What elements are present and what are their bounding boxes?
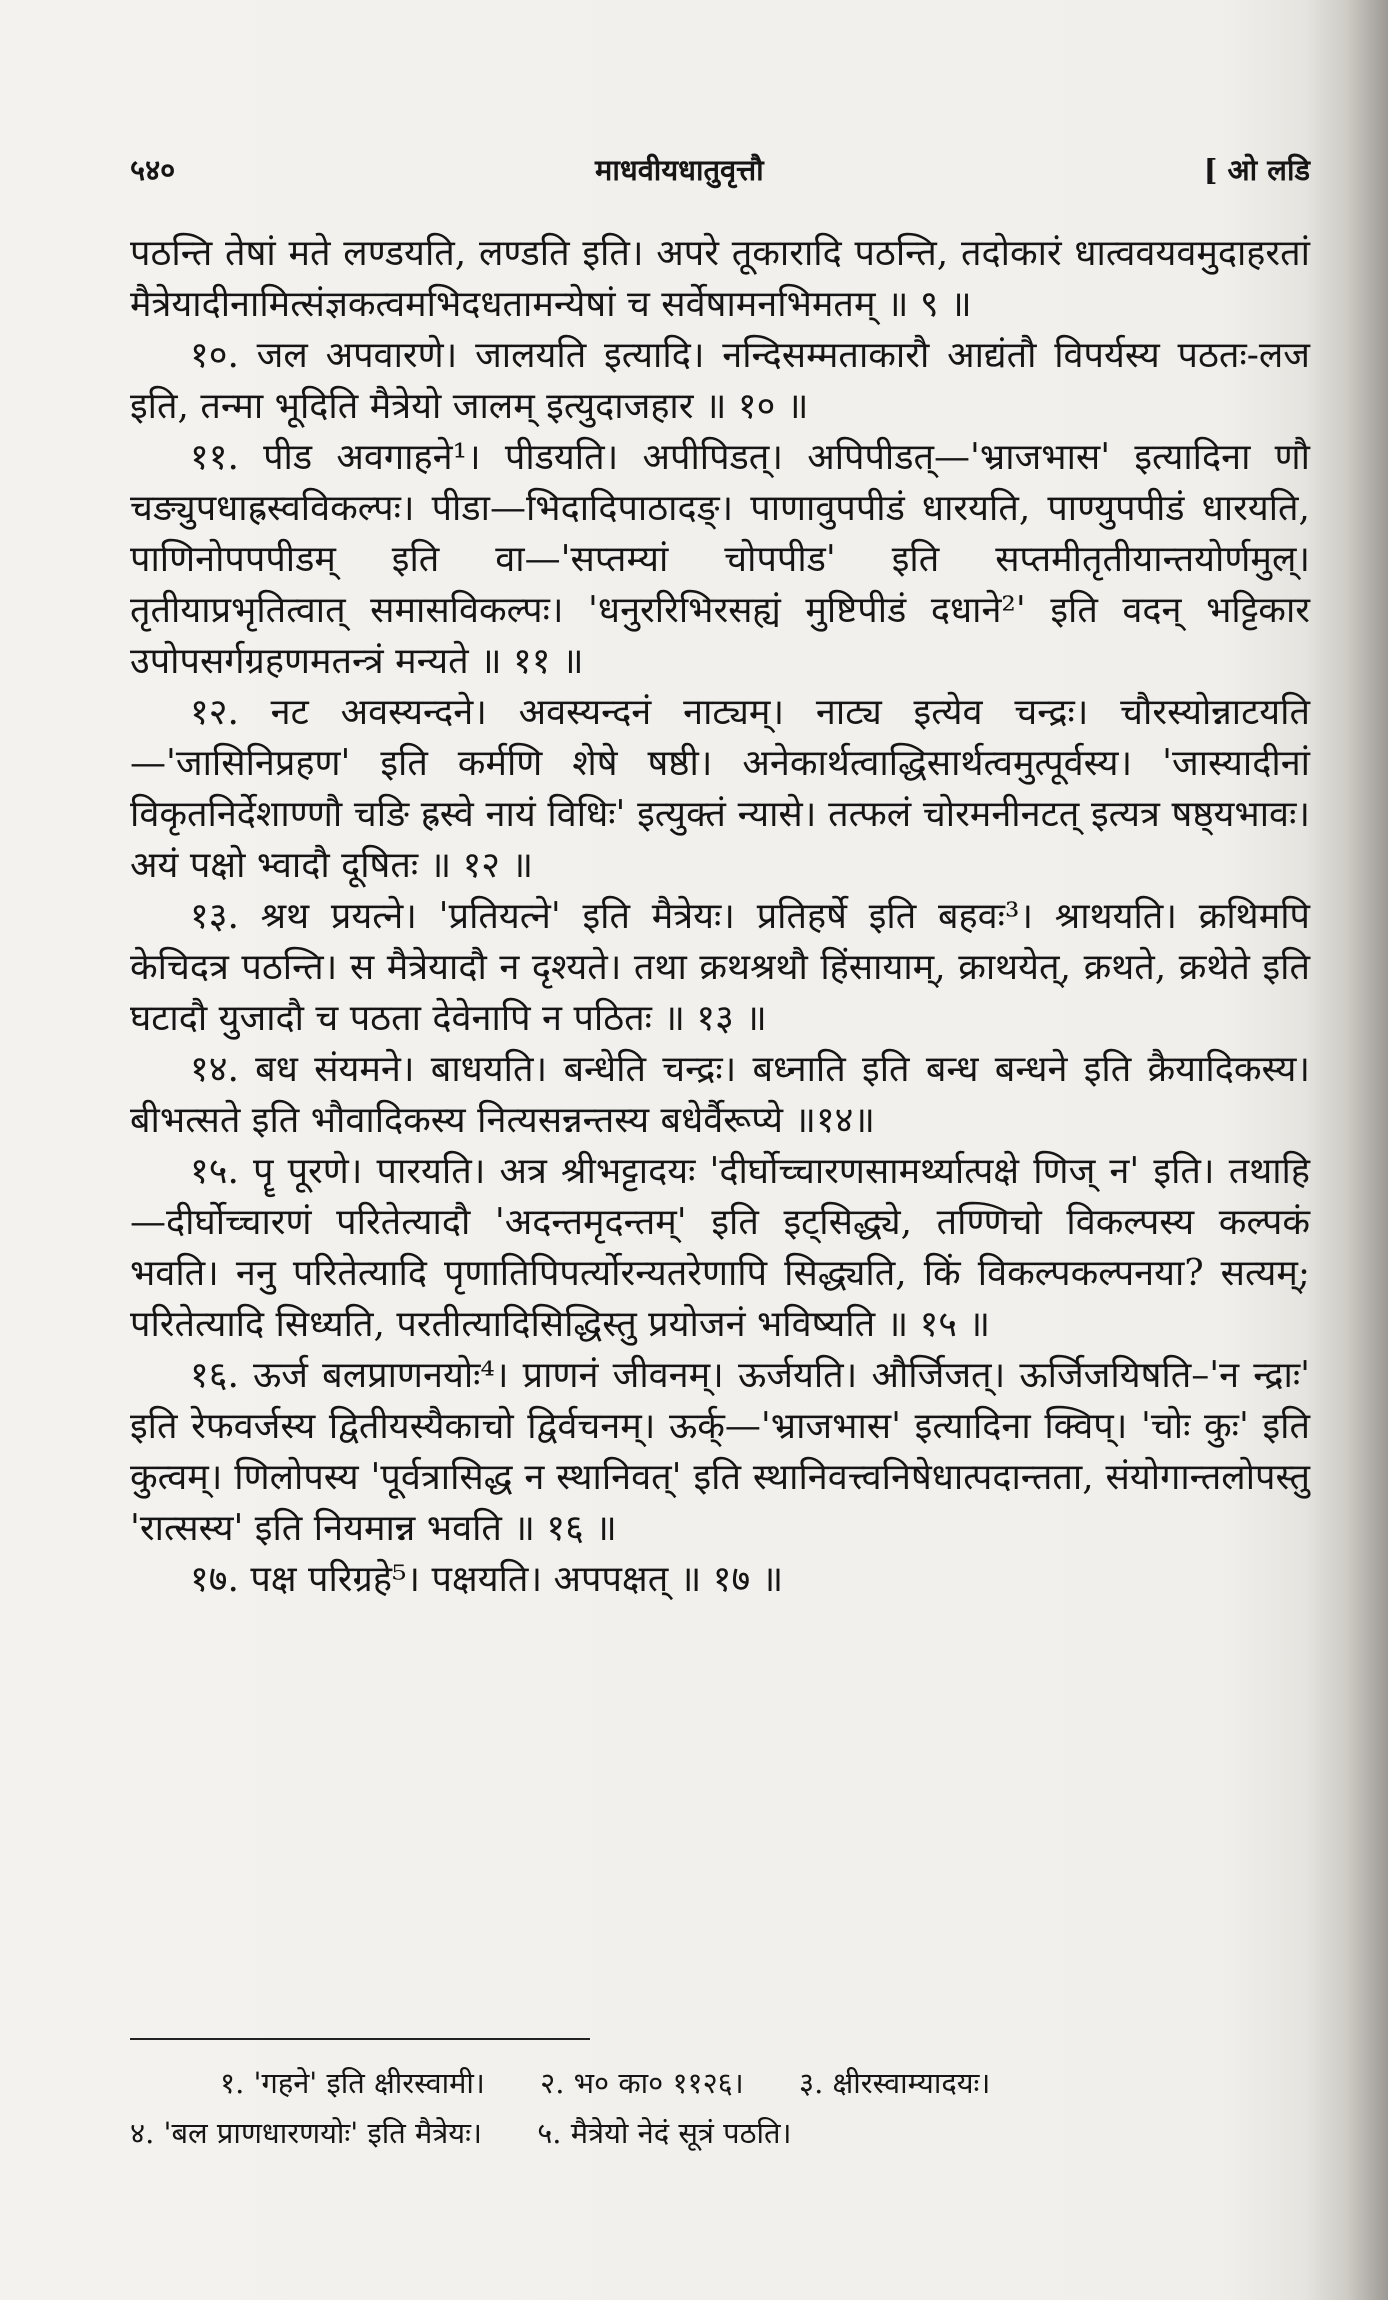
paragraph-continuation: पठन्ति तेषां मते लण्डयति, लण्डति इति। अपरे तूकारादि पठन्ति, तदोकारं धात्ववयवमुदाहरतां मैत्रेयादीनामित्संज्ञकत्वमभिदधतामन्येषां च सर्वेषामनभिमतम् ॥ ९ ॥ [130, 233, 1310, 325]
running-title: माधवीयधातुवृत्तौ [595, 153, 764, 187]
running-header [130, 150, 1310, 200]
footnote-1: १. 'गहने' इति क्षीरस्वामी। [220, 2066, 485, 2100]
footnote-4: ४. 'बल प्राणधारणयोः' इति मैत्रेयः। [130, 2116, 482, 2150]
page-number: ५४० [130, 153, 176, 187]
footnotes [130, 2058, 1310, 2158]
footnote-divider [130, 2038, 590, 2040]
footnote-2: २. भ० का० ११२६। [540, 2066, 744, 2100]
main-text [130, 228, 1310, 1605]
paragraph-11: ११. पीड अवगाहने¹। पीडयति। अपीपिडत्। अपिपीडत्—'भ्राजभास' इत्यादिना णौ चङ्युपधाह्रस्वविकल्पः। पीडा—भिदादिपाठादङ्। पाणावुपपीडं धारयति, पाण्युपपीडं धारयति, पाणिनोपपपीडम् इति वा—'सप्तम्यां चोपपीड' इति सप्तमीतृतीयान्तयोर्णमुल्। तृतीयाप्रभृतित्वात् समासविकल्पः। 'धनुररिभिरसह्यं मुष्टिपीडं दधाने²' इति वदन् भट्टिकार उपोपसर्गग्रहणमतन्त्रं मन्यते ॥ ११ ॥ [130, 437, 1310, 682]
paragraph-16: १६. ऊर्ज बलप्राणनयोः⁴। प्राणनं जीवनम्। ऊर्जयति। और्जिजत्। ऊर्जिजयिषति–'न न्द्राः' इति रेफवर्जस्य द्वितीयस्यैकाचो द्विर्वचनम्। ऊर्क्—'भ्राजभास' इत्यादिना क्विप्। 'चोः कुः' इति कुत्वम्। णिलोपस्य 'पूर्वत्रासिद्ध न स्थानिवत्' इति स्थानिवत्त्वनिषेधात्पदान्तता, संयोगान्तलोपस्तु 'रात्सस्य' इति नियमान्न भवति ॥ १६ ॥ [130, 1355, 1310, 1549]
paragraph-13: १३. श्रथ प्रयत्ने। 'प्रतियत्ने' इति मैत्रेयः। प्रतिहर्षे इति बहवः³। श्राथयति। क्रथिमपि केचिदत्र पठन्ति। स मैत्रेयादौ न दृश्यते। तथा क्रथश्रथौ हिंसायाम्, क्राथयेत्, क्रथते, क्रथेते इति घटादौ युजादौ च पठता देवेनापि न पठितः ॥ १३ ॥ [130, 896, 1310, 1039]
paragraph-15: १५. पॄ पूरणे। पारयति। अत्र श्रीभट्टादयः 'दीर्घोच्चारणसामर्थ्यात्पक्षे णिज् न' इति। तथाहि—दीर्घोच्चारणं परितेत्यादौ 'अदन्तमृदन्तम्' इति इट्सिद्ध्ये, तण्णिचो विकल्पस्य कल्पकं भवति। ननु परितेत्यादि पृणातिपिपर्त्योरन्यतरेणापि सिद्ध्यति, किं विकल्पकल्पनया? सत्यम्; परितेत्यादि सिध्यति, परतीत्यादिसिद्धिस्तु प्रयोजनं भविष्यति ॥ १५ ॥ [130, 1151, 1310, 1345]
paragraph-10: १०. जल अपवारणे। जालयति इत्यादि। नन्दिसम्मताकारौ आद्यंतौ विपर्यस्य पठतः-लज इति, तन्मा भूदिति मैत्रेयो जालम् इत्युदाजहार ॥ १० ॥ [130, 335, 1310, 427]
section-marker: [ ओ लडि [1203, 153, 1310, 187]
paragraph-14: १४. बध संयमने। बाधयति। बन्धेति चन्द्रः। बध्नाति इति बन्ध बन्धने इति क्रैयादिकस्य। बीभत्सते इति भौवादिकस्य नित्यसन्नन्तस्य बधेर्वैरूप्ये ॥१४॥ [130, 1049, 1310, 1141]
footnote-3: ३. क्षीरस्वाम्यादयः। [798, 2066, 991, 2100]
footnote-5: ५. मैत्रेयो नेदं सूत्रं पठति। [537, 2116, 792, 2150]
paragraph-12: १२. नट अवस्यन्दने। अवस्यन्दनं नाट्यम्। नाट्य इत्येव चन्द्रः। चौरस्योन्नाटयति—'जासिनिप्रहण' इति कर्मणि शेषे षष्ठी। अनेकार्थत्वाद्धिसार्थत्वमुत्पूर्वस्य। 'जास्यादीनां विकृतनिर्देशाण्णौ चङि ह्रस्वे नायं विधिः' इत्युक्तं न्यासे। तत्फलं चोरमनीनटत् इत्यत्र षष्ठ्यभावः। अयं पक्षो भ्वादौ दूषितः ॥ १२ ॥ [130, 692, 1310, 886]
paragraph-17: १७. पक्ष परिग्रहे⁵। पक्षयति। अपपक्षत् ॥ १७ ॥ [190, 1559, 784, 1600]
